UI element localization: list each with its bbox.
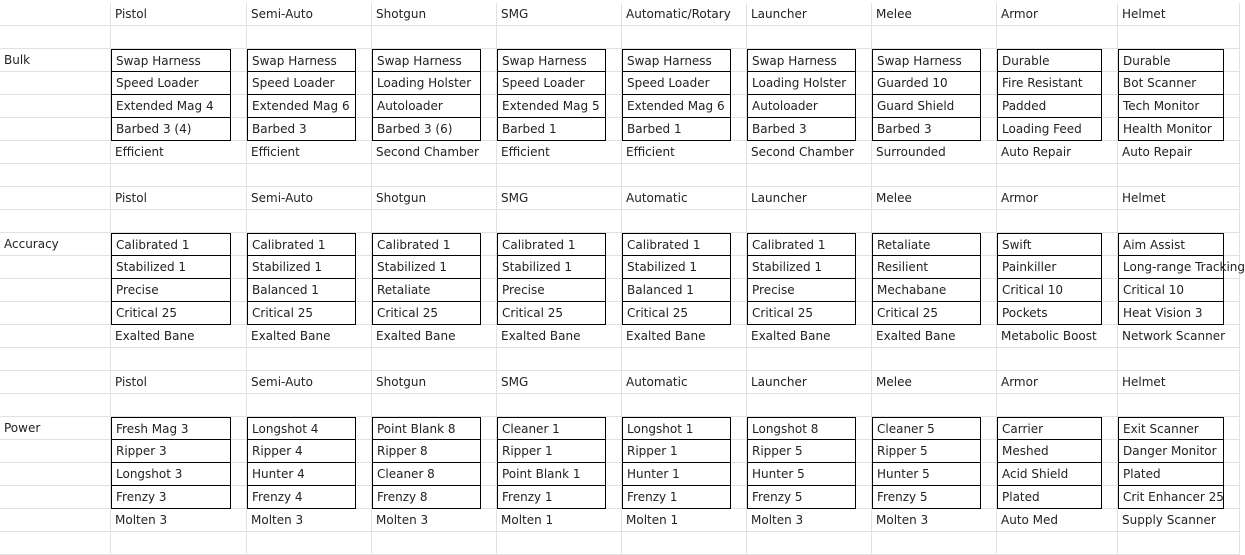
- empty-cell[interactable]: [622, 26, 747, 49]
- mod-cell[interactable]: Efficient: [497, 141, 622, 164]
- empty-cell[interactable]: [747, 532, 872, 555]
- mod-cell[interactable]: Swap Harness: [747, 49, 856, 72]
- mod-cell[interactable]: Hunter 5: [747, 463, 856, 486]
- empty-cell[interactable]: [622, 210, 747, 233]
- mod-cell[interactable]: Exalted Bane: [747, 325, 872, 348]
- empty-cell[interactable]: [497, 164, 622, 187]
- empty-cell[interactable]: [372, 394, 497, 417]
- column-header[interactable]: SMG: [497, 371, 622, 394]
- mod-cell[interactable]: Frenzy 3: [111, 486, 231, 509]
- mod-cell[interactable]: Fire Resistant: [997, 72, 1102, 95]
- column-header[interactable]: Automatic: [622, 187, 747, 210]
- mod-cell[interactable]: Extended Mag 4: [111, 95, 231, 118]
- mod-cell[interactable]: Balanced 1: [247, 279, 356, 302]
- mod-cell[interactable]: Plated: [997, 486, 1102, 509]
- column-header[interactable]: Launcher: [747, 187, 872, 210]
- mod-cell[interactable]: Swap Harness: [372, 49, 481, 72]
- empty-cell[interactable]: [372, 164, 497, 187]
- empty-cell[interactable]: [622, 348, 747, 371]
- empty-cell[interactable]: [622, 394, 747, 417]
- mod-cell[interactable]: Extended Mag 6: [622, 95, 731, 118]
- mod-cell[interactable]: Swap Harness: [111, 49, 231, 72]
- empty-cell[interactable]: [111, 532, 247, 555]
- empty-cell[interactable]: [0, 164, 111, 187]
- empty-cell[interactable]: [0, 72, 111, 95]
- mod-cell[interactable]: Calibrated 1: [247, 233, 356, 256]
- mod-cell[interactable]: Ripper 5: [872, 440, 981, 463]
- empty-cell[interactable]: [622, 164, 747, 187]
- mod-cell[interactable]: Retaliate: [372, 279, 481, 302]
- mod-cell[interactable]: Critical 25: [111, 302, 231, 325]
- mod-cell[interactable]: Cleaner 5: [872, 417, 981, 440]
- mod-cell[interactable]: Loading Holster: [372, 72, 481, 95]
- mod-cell[interactable]: Auto Repair: [1118, 141, 1240, 164]
- empty-cell[interactable]: [0, 348, 111, 371]
- column-header[interactable]: Launcher: [747, 3, 872, 26]
- column-header[interactable]: Semi-Auto: [247, 187, 372, 210]
- empty-cell[interactable]: [0, 532, 111, 555]
- empty-cell[interactable]: [1118, 26, 1240, 49]
- empty-cell[interactable]: [247, 394, 372, 417]
- column-header[interactable]: Shotgun: [372, 187, 497, 210]
- column-header[interactable]: SMG: [497, 3, 622, 26]
- empty-cell[interactable]: [497, 26, 622, 49]
- empty-cell[interactable]: [372, 210, 497, 233]
- section-label[interactable]: Power: [0, 417, 111, 440]
- mod-cell[interactable]: Loading Holster: [747, 72, 856, 95]
- mod-cell[interactable]: Exalted Bane: [872, 325, 997, 348]
- empty-cell[interactable]: [1118, 348, 1240, 371]
- empty-cell[interactable]: [247, 26, 372, 49]
- empty-cell[interactable]: [0, 210, 111, 233]
- mod-cell[interactable]: Critical 10: [1118, 279, 1224, 302]
- mod-cell[interactable]: Fresh Mag 3: [111, 417, 231, 440]
- mod-cell[interactable]: Network Scanner: [1118, 325, 1240, 348]
- mod-cell[interactable]: Cleaner 8: [372, 463, 481, 486]
- mod-cell[interactable]: Loading Feed: [997, 118, 1102, 141]
- empty-cell[interactable]: [747, 394, 872, 417]
- mod-cell[interactable]: Efficient: [111, 141, 247, 164]
- mod-cell[interactable]: Stabilized 1: [111, 256, 231, 279]
- mod-cell[interactable]: Hunter 4: [247, 463, 356, 486]
- mod-cell[interactable]: Exit Scanner: [1118, 417, 1224, 440]
- mod-cell[interactable]: Aim Assist: [1118, 233, 1224, 256]
- column-header[interactable]: Helmet: [1118, 3, 1240, 26]
- empty-cell[interactable]: [0, 486, 111, 509]
- column-header[interactable]: Automatic/Rotary: [622, 3, 747, 26]
- empty-cell[interactable]: [1118, 164, 1240, 187]
- column-header[interactable]: Armor: [997, 371, 1118, 394]
- empty-cell[interactable]: [0, 440, 111, 463]
- mod-cell[interactable]: Swap Harness: [247, 49, 356, 72]
- column-header[interactable]: Semi-Auto: [247, 3, 372, 26]
- mod-cell[interactable]: Precise: [111, 279, 231, 302]
- empty-cell[interactable]: [247, 532, 372, 555]
- empty-cell[interactable]: [0, 509, 111, 532]
- mod-cell[interactable]: Durable: [997, 49, 1102, 72]
- mod-cell[interactable]: Acid Shield: [997, 463, 1102, 486]
- mod-cell[interactable]: Calibrated 1: [111, 233, 231, 256]
- mod-cell[interactable]: Auto Med: [997, 509, 1118, 532]
- empty-cell[interactable]: [0, 256, 111, 279]
- mod-cell[interactable]: Barbed 3 (6): [372, 118, 481, 141]
- mod-cell[interactable]: Danger Monitor: [1118, 440, 1224, 463]
- empty-cell[interactable]: [997, 26, 1118, 49]
- mod-cell[interactable]: Mechabane: [872, 279, 981, 302]
- mod-cell[interactable]: Plated: [1118, 463, 1224, 486]
- mod-cell[interactable]: Retaliate: [872, 233, 981, 256]
- mod-cell[interactable]: Point Blank 1: [497, 463, 606, 486]
- empty-cell[interactable]: [0, 325, 111, 348]
- mod-cell[interactable]: Molten 3: [872, 509, 997, 532]
- mod-cell[interactable]: Molten 3: [247, 509, 372, 532]
- mod-cell[interactable]: Exalted Bane: [247, 325, 372, 348]
- mod-cell[interactable]: Long-range Tracking: [1118, 256, 1224, 279]
- mod-cell[interactable]: Pockets: [997, 302, 1102, 325]
- empty-cell[interactable]: [247, 164, 372, 187]
- column-header[interactable]: Pistol: [111, 371, 247, 394]
- empty-cell[interactable]: [872, 532, 997, 555]
- mod-cell[interactable]: Calibrated 1: [747, 233, 856, 256]
- mod-cell[interactable]: Calibrated 1: [372, 233, 481, 256]
- mod-cell[interactable]: Meshed: [997, 440, 1102, 463]
- empty-cell[interactable]: [997, 210, 1118, 233]
- empty-cell[interactable]: [497, 532, 622, 555]
- mod-cell[interactable]: Longshot 3: [111, 463, 231, 486]
- empty-cell[interactable]: [872, 26, 997, 49]
- empty-cell[interactable]: [997, 164, 1118, 187]
- mod-cell[interactable]: Speed Loader: [247, 72, 356, 95]
- mod-cell[interactable]: Critical 25: [747, 302, 856, 325]
- mod-cell[interactable]: Extended Mag 6: [247, 95, 356, 118]
- mod-cell[interactable]: Critical 25: [247, 302, 356, 325]
- mod-cell[interactable]: Molten 3: [372, 509, 497, 532]
- mod-cell[interactable]: Crit Enhancer 25: [1118, 486, 1224, 509]
- column-header[interactable]: SMG: [497, 187, 622, 210]
- mod-cell[interactable]: Swap Harness: [872, 49, 981, 72]
- column-header[interactable]: Launcher: [747, 371, 872, 394]
- mod-cell[interactable]: Stabilized 1: [497, 256, 606, 279]
- mod-cell[interactable]: Molten 1: [497, 509, 622, 532]
- empty-cell[interactable]: [0, 371, 111, 394]
- column-header[interactable]: Helmet: [1118, 187, 1240, 210]
- mod-cell[interactable]: Efficient: [247, 141, 372, 164]
- empty-cell[interactable]: [747, 164, 872, 187]
- mod-cell[interactable]: Exalted Bane: [372, 325, 497, 348]
- empty-cell[interactable]: [111, 164, 247, 187]
- mod-cell[interactable]: Critical 25: [497, 302, 606, 325]
- column-header[interactable]: Semi-Auto: [247, 371, 372, 394]
- column-header[interactable]: Shotgun: [372, 371, 497, 394]
- empty-cell[interactable]: [372, 532, 497, 555]
- column-header[interactable]: Melee: [872, 187, 997, 210]
- empty-cell[interactable]: [872, 164, 997, 187]
- mod-cell[interactable]: Durable: [1118, 49, 1224, 72]
- mod-cell[interactable]: Longshot 8: [747, 417, 856, 440]
- mod-cell[interactable]: Auto Repair: [997, 141, 1118, 164]
- mod-cell[interactable]: Critical 25: [872, 302, 981, 325]
- column-header[interactable]: Shotgun: [372, 3, 497, 26]
- mod-cell[interactable]: Ripper 1: [497, 440, 606, 463]
- column-header[interactable]: Automatic: [622, 371, 747, 394]
- mod-cell[interactable]: Exalted Bane: [497, 325, 622, 348]
- mod-cell[interactable]: Critical 25: [622, 302, 731, 325]
- empty-cell[interactable]: [372, 348, 497, 371]
- column-header[interactable]: Armor: [997, 187, 1118, 210]
- mod-cell[interactable]: Surrounded: [872, 141, 997, 164]
- mod-cell[interactable]: Exalted Bane: [111, 325, 247, 348]
- mod-cell[interactable]: Swift: [997, 233, 1102, 256]
- empty-cell[interactable]: [872, 394, 997, 417]
- mod-cell[interactable]: Frenzy 5: [872, 486, 981, 509]
- mod-cell[interactable]: Efficient: [622, 141, 747, 164]
- mod-cell[interactable]: Longshot 4: [247, 417, 356, 440]
- mod-cell[interactable]: Molten 3: [747, 509, 872, 532]
- mod-cell[interactable]: Molten 3: [111, 509, 247, 532]
- mod-cell[interactable]: Ripper 5: [747, 440, 856, 463]
- empty-cell[interactable]: [872, 348, 997, 371]
- empty-cell[interactable]: [0, 141, 111, 164]
- mod-cell[interactable]: Swap Harness: [497, 49, 606, 72]
- mod-cell[interactable]: Resilient: [872, 256, 981, 279]
- mod-cell[interactable]: Ripper 3: [111, 440, 231, 463]
- empty-cell[interactable]: [747, 26, 872, 49]
- empty-cell[interactable]: [0, 279, 111, 302]
- column-header[interactable]: Pistol: [111, 187, 247, 210]
- mod-cell[interactable]: Precise: [497, 279, 606, 302]
- column-header[interactable]: Melee: [872, 371, 997, 394]
- mod-cell[interactable]: Point Blank 8: [372, 417, 481, 440]
- column-header[interactable]: Helmet: [1118, 371, 1240, 394]
- mod-cell[interactable]: Speed Loader: [622, 72, 731, 95]
- empty-cell[interactable]: [111, 348, 247, 371]
- empty-cell[interactable]: [372, 26, 497, 49]
- mod-cell[interactable]: Barbed 3: [247, 118, 356, 141]
- mod-cell[interactable]: Balanced 1: [622, 279, 731, 302]
- mod-cell[interactable]: Swap Harness: [622, 49, 731, 72]
- empty-cell[interactable]: [497, 348, 622, 371]
- section-label[interactable]: Bulk: [0, 49, 111, 72]
- mod-cell[interactable]: Speed Loader: [497, 72, 606, 95]
- mod-cell[interactable]: Guard Shield: [872, 95, 981, 118]
- empty-cell[interactable]: [247, 210, 372, 233]
- section-label[interactable]: Accuracy: [0, 233, 111, 256]
- mod-cell[interactable]: Calibrated 1: [622, 233, 731, 256]
- mod-cell[interactable]: Precise: [747, 279, 856, 302]
- mod-cell[interactable]: Stabilized 1: [372, 256, 481, 279]
- mod-cell[interactable]: Autoloader: [372, 95, 481, 118]
- mod-cell[interactable]: Longshot 1: [622, 417, 731, 440]
- mod-cell[interactable]: Frenzy 4: [247, 486, 356, 509]
- mod-cell[interactable]: Barbed 3 (4): [111, 118, 231, 141]
- mod-cell[interactable]: Barbed 1: [622, 118, 731, 141]
- mod-cell[interactable]: Second Chamber: [372, 141, 497, 164]
- empty-cell[interactable]: [0, 187, 111, 210]
- empty-cell[interactable]: [0, 95, 111, 118]
- mod-cell[interactable]: Painkiller: [997, 256, 1102, 279]
- mod-cell[interactable]: Critical 25: [372, 302, 481, 325]
- empty-cell[interactable]: [1118, 394, 1240, 417]
- empty-cell[interactable]: [0, 394, 111, 417]
- empty-cell[interactable]: [111, 26, 247, 49]
- mod-cell[interactable]: Supply Scanner: [1118, 509, 1240, 532]
- mod-cell[interactable]: Autoloader: [747, 95, 856, 118]
- column-header[interactable]: Melee: [872, 3, 997, 26]
- empty-cell[interactable]: [0, 118, 111, 141]
- empty-cell[interactable]: [247, 348, 372, 371]
- mod-cell[interactable]: Health Monitor: [1118, 118, 1224, 141]
- mod-cell[interactable]: Ripper 4: [247, 440, 356, 463]
- mod-cell[interactable]: Stabilized 1: [622, 256, 731, 279]
- mod-cell[interactable]: Barbed 3: [747, 118, 856, 141]
- empty-cell[interactable]: [747, 348, 872, 371]
- mod-cell[interactable]: Frenzy 1: [497, 486, 606, 509]
- mod-cell[interactable]: Frenzy 5: [747, 486, 856, 509]
- mod-cell[interactable]: Ripper 1: [622, 440, 731, 463]
- empty-cell[interactable]: [497, 394, 622, 417]
- empty-cell[interactable]: [872, 210, 997, 233]
- mod-cell[interactable]: Tech Monitor: [1118, 95, 1224, 118]
- mod-cell[interactable]: Cleaner 1: [497, 417, 606, 440]
- empty-cell[interactable]: [111, 210, 247, 233]
- empty-cell[interactable]: [0, 3, 111, 26]
- mod-cell[interactable]: Guarded 10: [872, 72, 981, 95]
- mod-cell[interactable]: Frenzy 8: [372, 486, 481, 509]
- empty-cell[interactable]: [1118, 210, 1240, 233]
- mod-cell[interactable]: Hunter 1: [622, 463, 731, 486]
- mod-cell[interactable]: Extended Mag 5: [497, 95, 606, 118]
- mod-cell[interactable]: Exalted Bane: [622, 325, 747, 348]
- empty-cell[interactable]: [0, 463, 111, 486]
- empty-cell[interactable]: [622, 532, 747, 555]
- mod-cell[interactable]: Second Chamber: [747, 141, 872, 164]
- mod-cell[interactable]: Bot Scanner: [1118, 72, 1224, 95]
- column-header[interactable]: Pistol: [111, 3, 247, 26]
- mod-cell[interactable]: Padded: [997, 95, 1102, 118]
- mod-cell[interactable]: Stabilized 1: [747, 256, 856, 279]
- empty-cell[interactable]: [0, 302, 111, 325]
- empty-cell[interactable]: [997, 532, 1118, 555]
- mod-cell[interactable]: Metabolic Boost: [997, 325, 1118, 348]
- empty-cell[interactable]: [747, 210, 872, 233]
- mod-cell[interactable]: Hunter 5: [872, 463, 981, 486]
- empty-cell[interactable]: [1118, 532, 1240, 555]
- mod-cell[interactable]: Frenzy 1: [622, 486, 731, 509]
- empty-cell[interactable]: [497, 210, 622, 233]
- mod-cell[interactable]: Ripper 8: [372, 440, 481, 463]
- mod-cell[interactable]: Molten 1: [622, 509, 747, 532]
- mod-cell[interactable]: Calibrated 1: [497, 233, 606, 256]
- empty-cell[interactable]: [0, 26, 111, 49]
- mod-cell[interactable]: Heat Vision 3: [1118, 302, 1224, 325]
- empty-cell[interactable]: [997, 394, 1118, 417]
- mod-cell[interactable]: Barbed 3: [872, 118, 981, 141]
- mod-cell[interactable]: Barbed 1: [497, 118, 606, 141]
- empty-cell[interactable]: [111, 394, 247, 417]
- empty-cell[interactable]: [997, 348, 1118, 371]
- mod-cell[interactable]: Stabilized 1: [247, 256, 356, 279]
- mod-cell[interactable]: Carrier: [997, 417, 1102, 440]
- mod-cell[interactable]: Critical 10: [997, 279, 1102, 302]
- column-header[interactable]: Armor: [997, 3, 1118, 26]
- mod-cell[interactable]: Speed Loader: [111, 72, 231, 95]
